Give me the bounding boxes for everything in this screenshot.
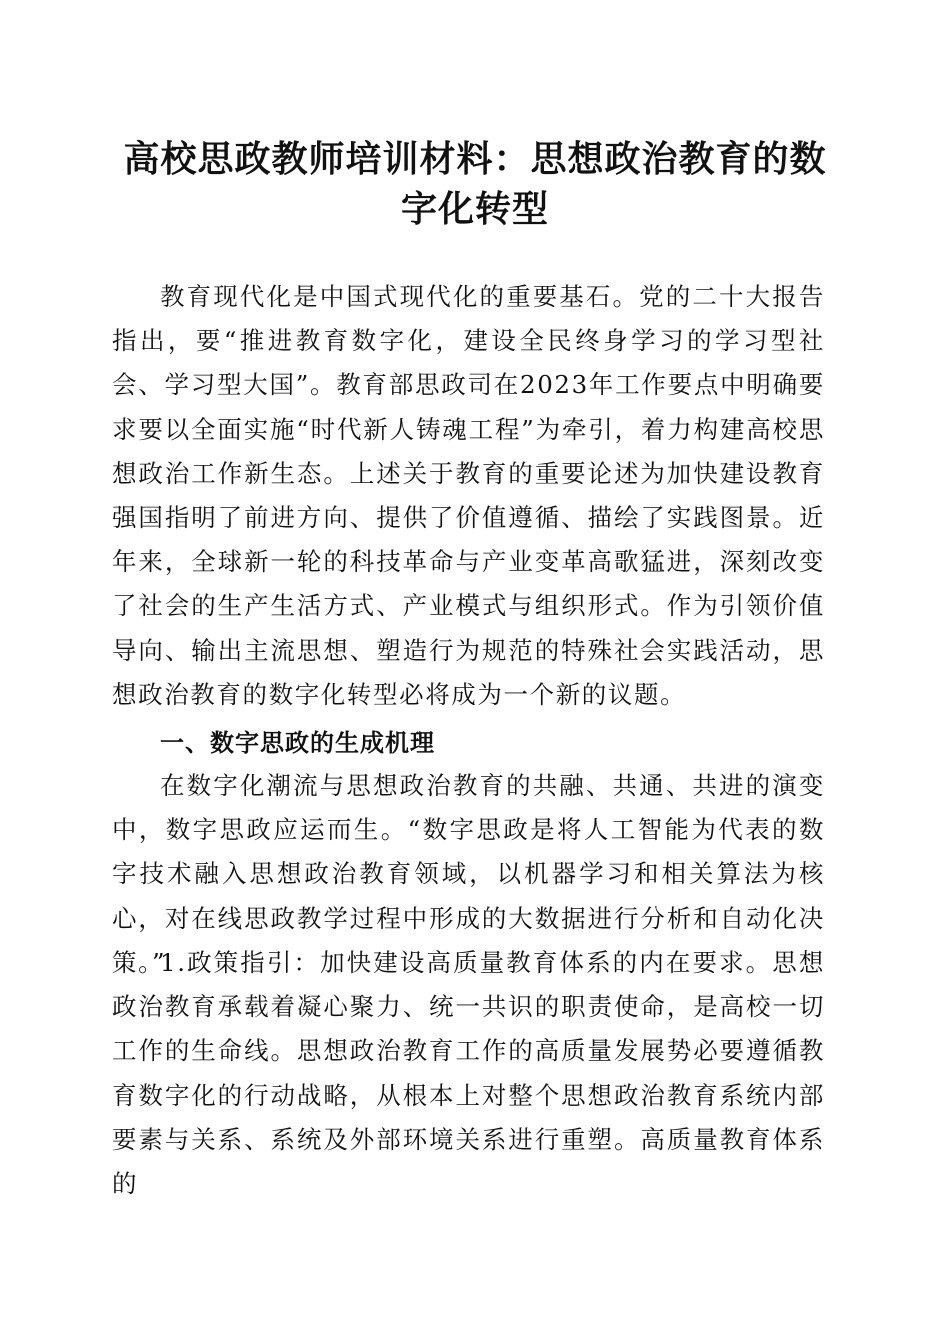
section-heading: 一、数字思政的生成机理	[160, 729, 435, 757]
section-paragraph: 在数字化潮流与思想政治教育的共融、共通、共进的演变中，数字思政应运而生。“数字思政是将人工智能为代表的数字技术融入思想政治教育领域，以机器学习和相关算法为核心，对在线思政教学过程中形成的大数据进行分析和自动化决策。”	[112, 771, 825, 977]
document-title: 高校思政教师培训材料：思想政治教育的数字化转型	[123, 138, 827, 230]
policy-paragraph: 1.政策指引：加快建设高质量教育体系的内在要求。思想政治教育承载着凝心聚力、统一共识的职责使命，是高校一切工作的生命线。思想政治教育工作的高质量发展势必要遵循教育数字化的行动战略，从根本上对整个思想政治教育系统内部要素与关系、系统及外部环境关系进行重塑。高质量教育体系的	[112, 948, 825, 1199]
intro-paragraph: 教育现代化是中国式现代化的重要基石。党的二十大报告指出，要“推进教育数字化，建设全民终身学习的学习型社会、学习型大国”。教育部思政司在2023年工作要点中明确要求要以全面实施“时代新人铸魂工程”为牵引，着力构建高校思想政治工作新生态。上述关于教育的重要论述为加快建设教育强国指明了前进方向、提供了价值遵循、描绘了实践图景。近年来，全球新一轮的科技革命与产业变革高歌猛进，深刻改变了社会的生产生活方式、产业模式与组织形式。作为引领价值导向、输出主流思想、塑造行为规范的特殊社会实践活动，思想政治教育的数字化转型必将成为一个新的议题。	[112, 282, 825, 709]
